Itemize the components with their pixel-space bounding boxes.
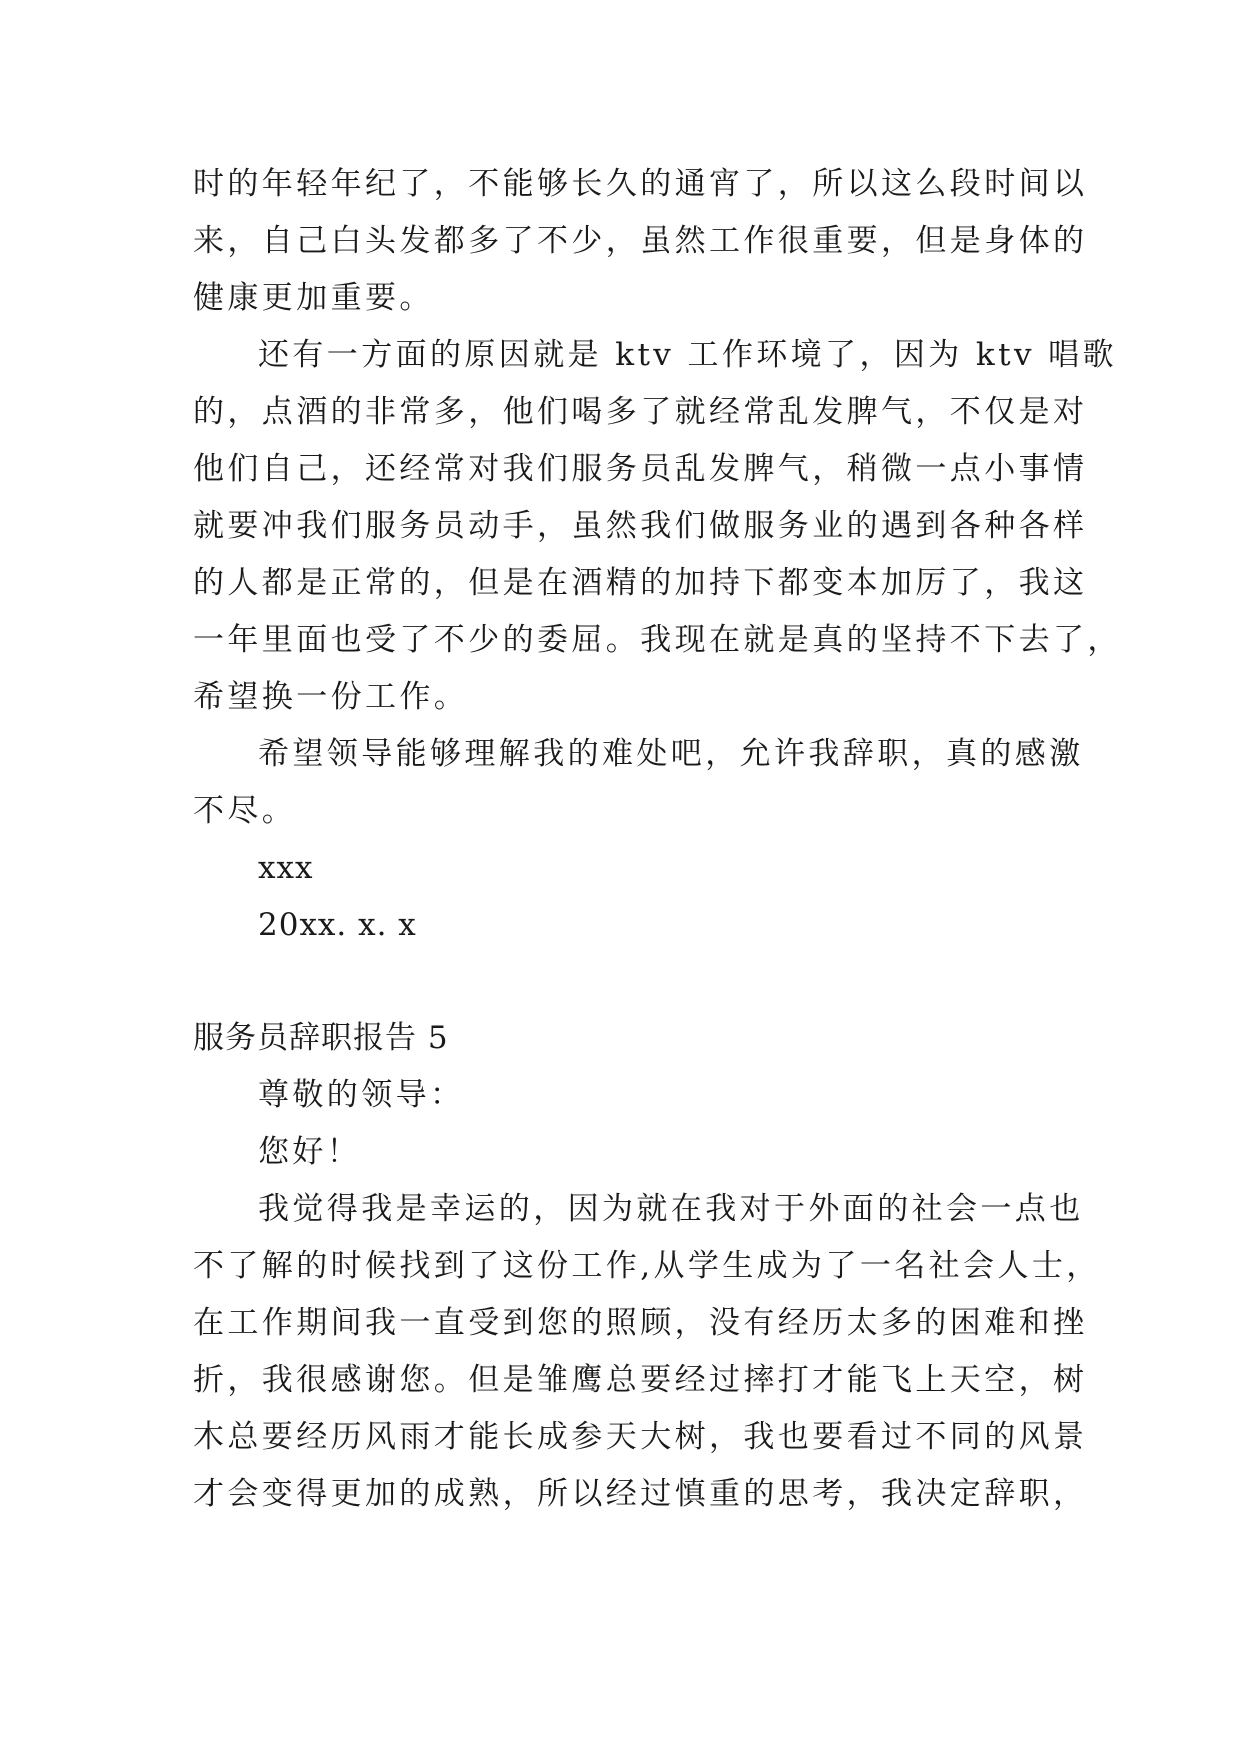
text-line: 在工作期间我一直受到您的照顾，没有经历太多的困难和挫	[193, 1305, 1088, 1341]
text-line: 不了解的时候找到了这份工作,从学生成为了一名社会人士，	[193, 1248, 1101, 1284]
text-line: 才会变得更加的成熟，所以经过慎重的思考，我决定辞职，	[193, 1476, 1088, 1512]
greeting: 您好！	[258, 1134, 362, 1170]
text-line: 的，点酒的非常多，他们喝多了就经常乱发脾气，不仅是对	[193, 394, 1088, 430]
text-line: 时的年轻年纪了，不能够长久的通宵了，所以这么段时间以	[193, 166, 1088, 202]
text-line: 就要冲我们服务员动手，虽然我们做服务业的遇到各种各样	[193, 508, 1088, 544]
signature-name: xxx	[258, 850, 314, 886]
text-line: 来，自己白头发都多了不少，虽然工作很重要，但是身体的	[193, 223, 1088, 259]
text-line: 折，我很感谢您。但是雏鹰总要经过摔打才能飞上天空，树	[193, 1362, 1088, 1398]
text-line: 的人都是正常的，但是在酒精的加持下都变本加厉了，我这	[193, 565, 1088, 601]
text-line: 还有一方面的原因就是 ktv 工作环境了，因为 ktv 唱歌	[258, 337, 1117, 373]
text-line: 希望领导能够理解我的难处吧，允许我辞职，真的感激	[258, 736, 1084, 772]
text-line: 希望换一份工作。	[193, 679, 469, 715]
text-line: 健康更加重要。	[193, 280, 434, 316]
text-line: 不尽。	[193, 793, 297, 829]
section-title: 服务员辞职报告 5	[193, 1020, 449, 1056]
salutation: 尊敬的领导：	[258, 1077, 465, 1113]
text-line: 木总要经历风雨才能长成参天大树，我也要看过不同的风景	[193, 1419, 1088, 1455]
text-line: 我觉得我是幸运的，因为就在我对于外面的社会一点也	[258, 1191, 1084, 1227]
signature-date: 20xx. x. x	[258, 907, 417, 943]
text-line: 一年里面也受了不少的委屈。我现在就是真的坚持不下去了，	[193, 622, 1122, 658]
text-line: 他们自己，还经常对我们服务员乱发脾气，稍微一点小事情	[193, 451, 1088, 487]
